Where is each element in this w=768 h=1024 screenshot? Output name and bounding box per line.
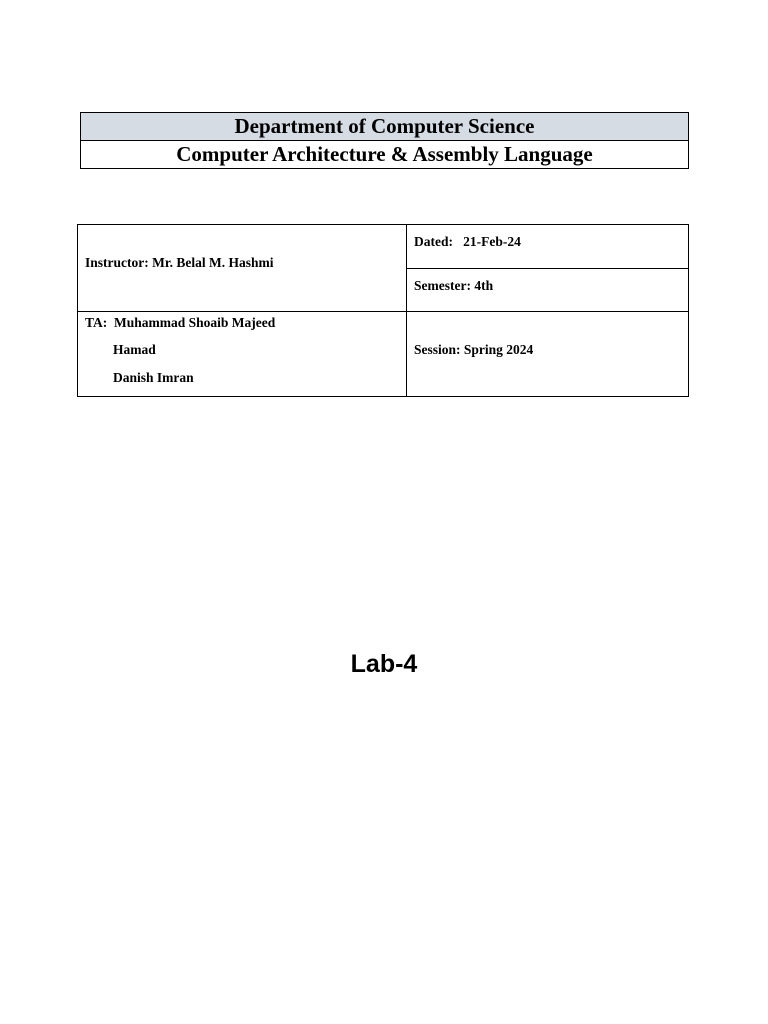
course-info-table (77, 224, 689, 397)
table-divider-right (406, 268, 689, 269)
course-title: Computer Architecture & Assembly Language (176, 142, 593, 166)
ta-name: Hamad (113, 342, 156, 357)
dated-value: 21-Feb-24 (463, 234, 521, 249)
table-divider-horizontal (78, 311, 688, 312)
course-header (80, 112, 689, 169)
session-cell: Session: Spring 2024 (414, 342, 534, 357)
department-title: Department of Computer Science (81, 113, 688, 141)
ta-cell (85, 315, 275, 331)
dated-label: Dated: (414, 234, 453, 249)
dated-cell (414, 234, 521, 250)
ta-name: Muhammad Shoaib Majeed (114, 315, 276, 330)
instructor-cell: Instructor: Mr. Belal M. Hashmi (85, 255, 274, 270)
ta-name: Danish Imran (113, 370, 194, 385)
semester-cell: Semester: 4th (414, 278, 494, 293)
ta-label: TA: (85, 315, 108, 330)
lab-title: Lab-4 (350, 650, 418, 678)
